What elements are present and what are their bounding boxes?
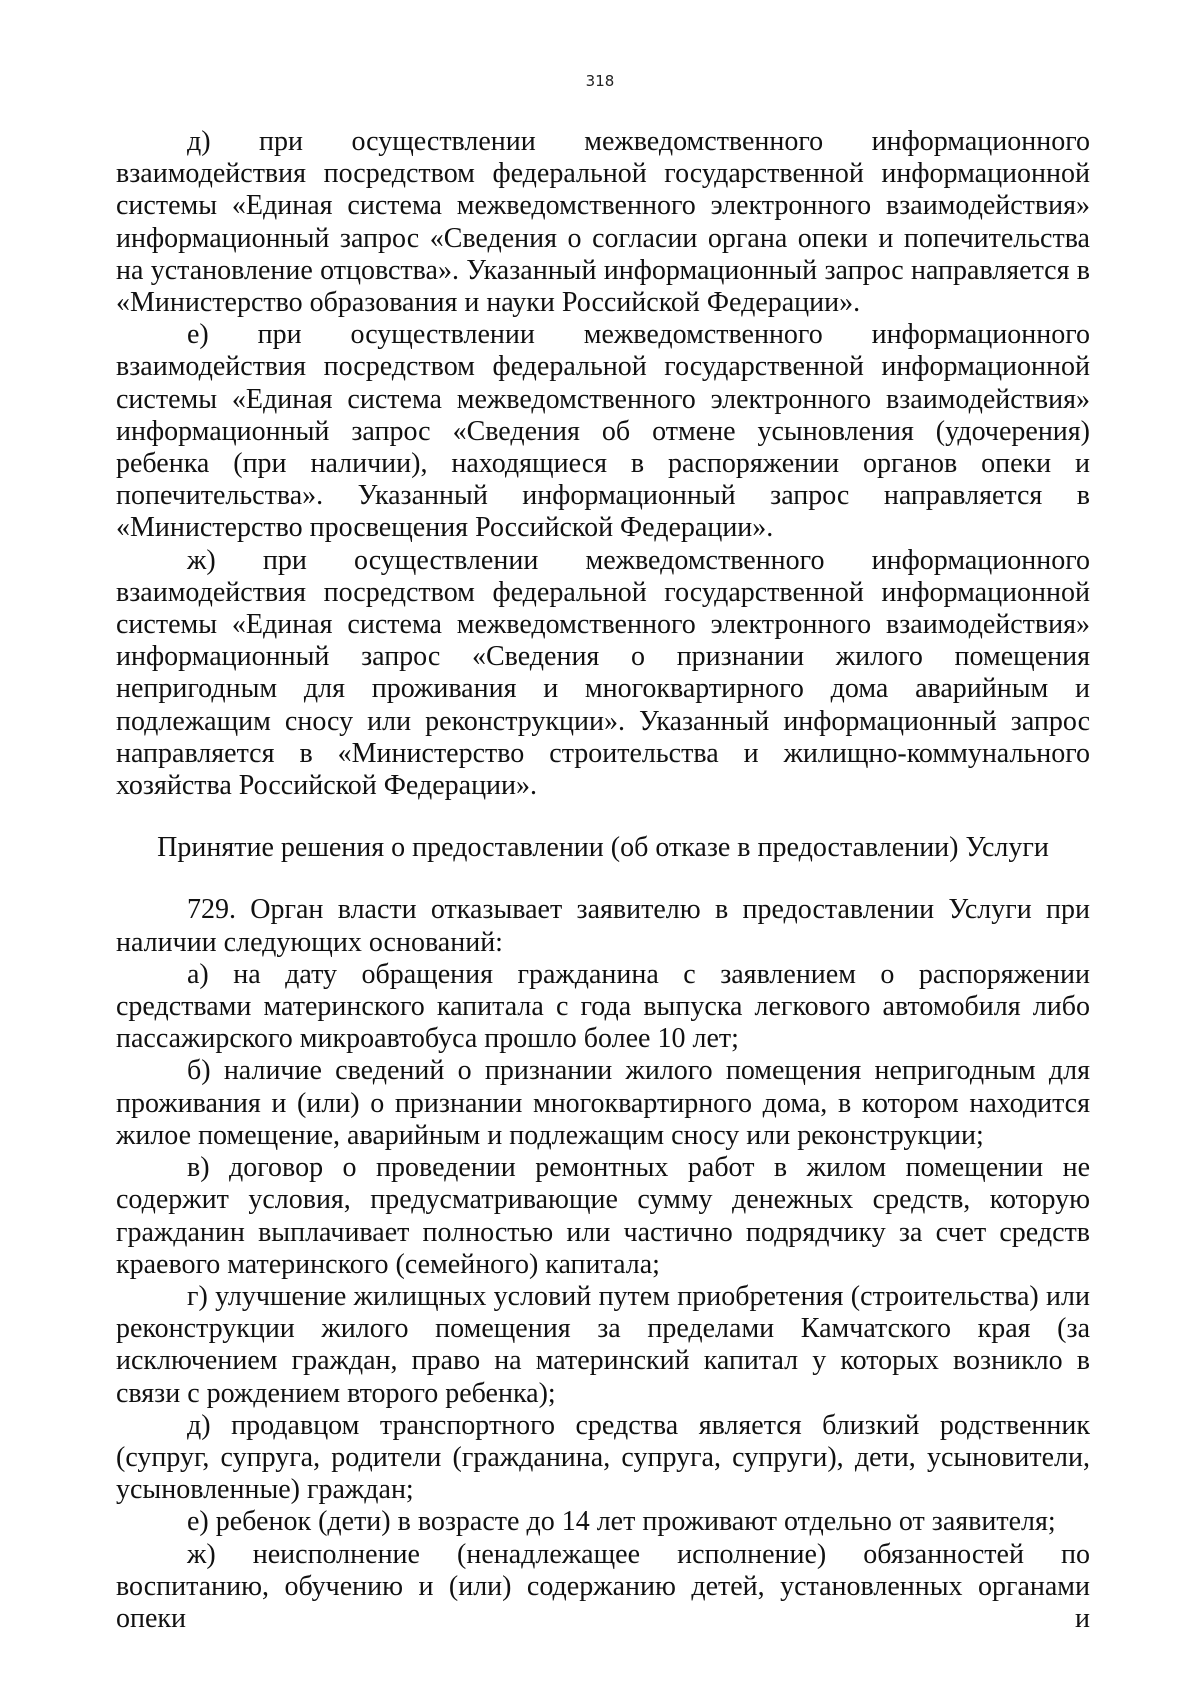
paragraph-d: д) при осуществлении межведомственного информационного взаимодействия посредством федеральной государственной информационной системы «Единая система межведомственного электронного взаимодействия» информационный запрос «Сведения о согласии органа опеки и попечительства на установление отцовства». Указанный информационный запрос направляется в «Министерство образования и науки Российской Федерации». — [116, 126, 1090, 319]
list-item-e: е) ребенок (дети) в возрасте до 14 лет проживают отдельно от заявителя; — [187, 1506, 1056, 1538]
list-item-v: в) договор о проведении ремонтных работ в жилом помещении не содержит условия, предусматривающие сумму денежных средств, которую гражданин выплачивает полностью или частично подрядчику за счет средств краевого материнского (семейного) капитала; — [116, 1152, 1090, 1280]
list-item-d: д) продавцом транспортного средства является близкий родственник (супруг, супруга, родители (гражданина, супруга, супруги), дети, усыновители, усыновленные) граждан; — [116, 1409, 1090, 1506]
section-heading: Принятие решения о предоставлении (об отказе в предоставлении) Услуги — [157, 832, 1049, 864]
list-item-a: а) на дату обращения гражданина с заявлением о распоряжении средствами материнского капитала с года выпуска легкового автомобиля либо пассажирского микроавтобуса прошло более 10 лет; — [116, 958, 1090, 1055]
page-number: 318 — [585, 72, 615, 90]
list-item-zh: ж) неисполнение (ненадлежащее исполнение) обязанностей по воспитанию, обучению и (или) содержанию детей, установленных органами опеки и — [116, 1538, 1090, 1634]
paragraph-729: 729. Орган власти отказывает заявителю в предоставлении Услуги при наличии следующих оснований: — [116, 894, 1090, 958]
list-item-b: б) наличие сведений о признании жилого помещения непригодным для проживания и (или) о признании многоквартирного дома, в котором находится жилое помещение, аварийным и подлежащим сносу или реконструкции; — [116, 1055, 1090, 1151]
list-item-g: г) улучшение жилищных условий путем приобретения (строительства) или реконструкции жилого помещения за пределами Камчатского края (за исключением граждан, право на материнский капитал у которых возникло в связи с рождением второго ребенка); — [116, 1280, 1090, 1409]
paragraph-zh: ж) при осуществлении межведомственного информационного взаимодействия посредством федеральной государственной информационной системы «Единая система межведомственного электронного взаимодействия» информационный запрос «Сведения о признании жилого помещения непригодным для проживания и многоквартирного дома аварийным и подлежащим сносу или реконструкции». Указанный информационный запрос направляется в «Министерство строительства и жилищно-коммунального хозяйства Российской Федерации». — [116, 544, 1090, 802]
paragraph-e: е) при осуществлении межведомственного информационного взаимодействия посредством федеральной государственной информационной системы «Единая система межведомственного электронного взаимодействия» информационный запрос «Сведения об отмене усыновления (удочерения) ребенка (при наличии), находящиеся в распоряжении органов опеки и попечительства». Указанный информационный запрос направляется в «Министерство просвещения Российской Федерации». — [116, 319, 1090, 544]
document-body — [116, 126, 1090, 1635]
